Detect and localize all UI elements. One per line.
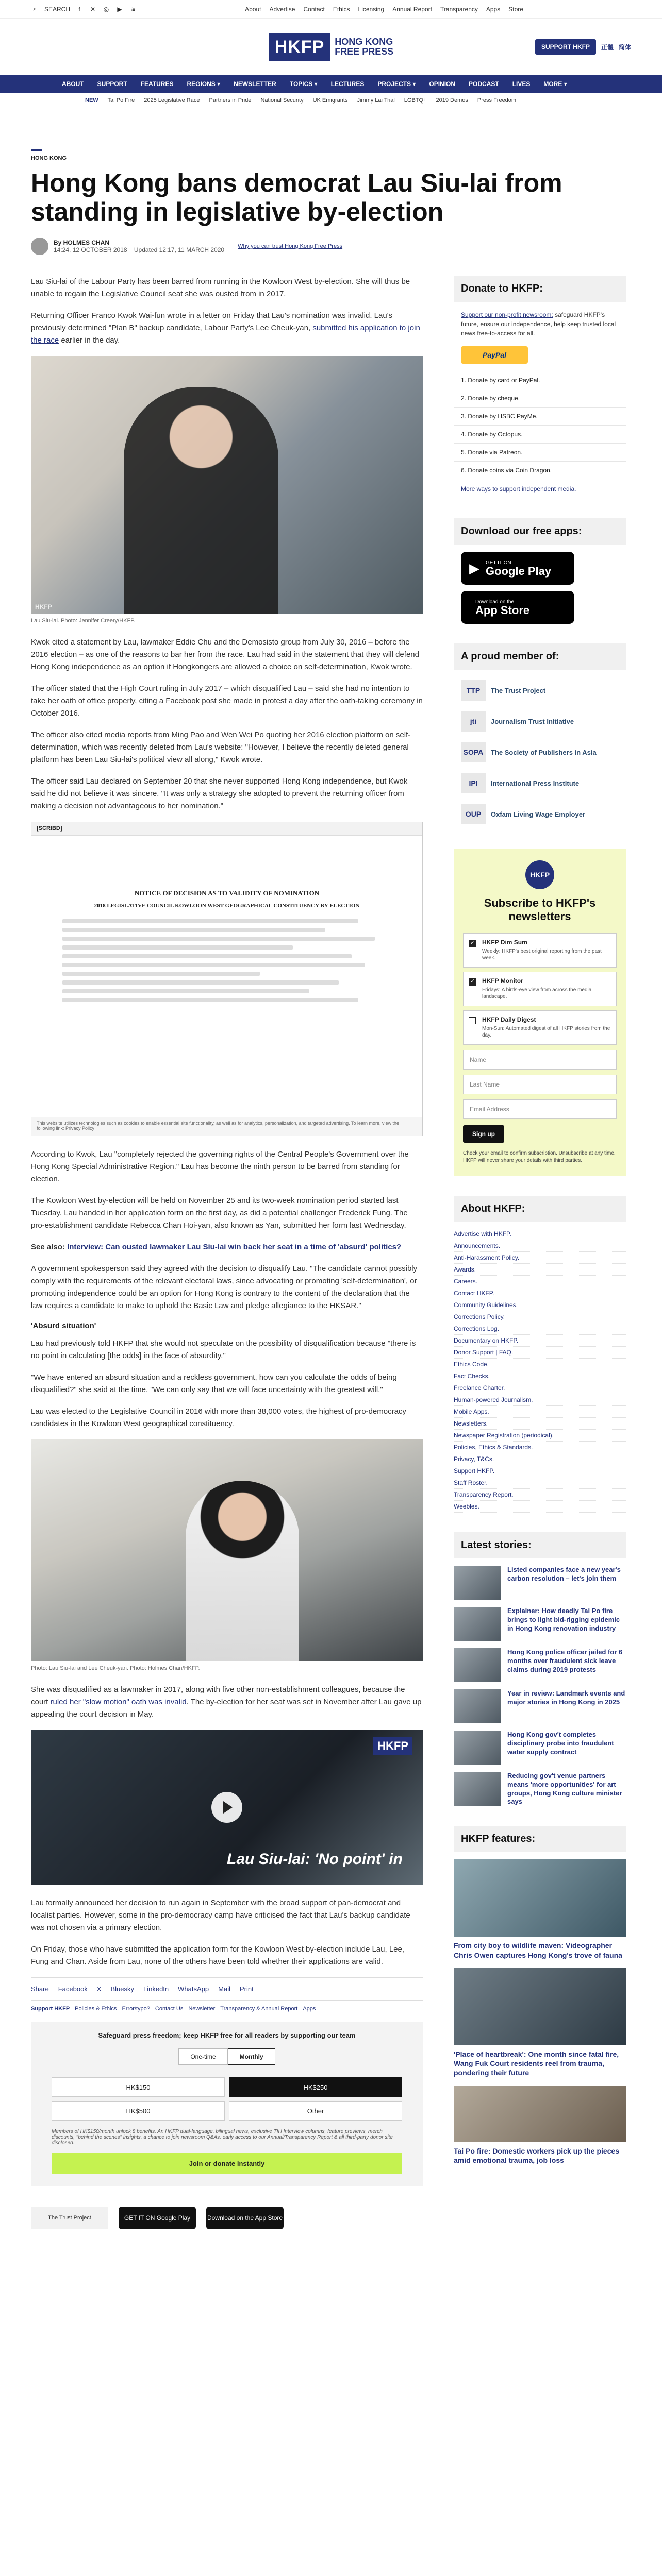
play-icon[interactable] [211,1792,242,1823]
share-print[interactable]: Print [239,1985,254,1993]
topbar-link-transparency[interactable]: Transparency [440,5,478,13]
features-title: HKFP features: [454,1826,626,1852]
youtube-icon[interactable]: ▶ [117,5,122,13]
facebook-icon[interactable]: f [78,5,80,13]
share-facebook[interactable]: Facebook [58,1985,88,1993]
member-name: The Trust Project [491,686,546,694]
member-org[interactable] [454,737,626,768]
app-store-t2: App Store [475,603,530,617]
latest-story[interactable] [454,1731,626,1765]
newsletter-title: Subscribe to HKFP's newsletters [484,896,596,923]
paragraph: Lau Siu-lai of the Labour Party has been barred from running in the Kowloon West by-election. She will thus be unable to regain the Legislative Council seat she was ousted from in 2017. [31,277,410,298]
google-play-badge[interactable]: GET IT ON Google Play [119,2207,196,2229]
share-bar [31,1977,423,2001]
x-icon[interactable]: ✕ [90,5,96,13]
story-thumbnail [454,1689,501,1723]
doc-text-lines [62,919,391,1002]
instagram-icon[interactable]: ◎ [103,5,109,13]
video-logo: HKFP [373,1737,412,1755]
apps-title: Download our free apps: [454,518,626,545]
about-title: About HKFP: [454,1196,626,1222]
support-note: Members of HK$150/month unlock 8 benefits. An HKFP dual-language, bilingual news, exclusive TIH Interview columns, feature previews, merch discounts, "behind the scenes" insights, a chance to join newsroom Q&As, early access to our Annual/Transparency Report & all third-party donor site disclosed. [52,2129,393,2146]
about-link[interactable]: Human-powered Journalism. [454,1394,626,1406]
trending-new-label: NEW [85,97,98,104]
latest-story[interactable] [454,1689,626,1723]
member-block [454,643,626,829]
logo-mark: HKFP [269,33,331,61]
inline-link[interactable]: ruled her "slow motion" oath was invalid [50,1698,187,1706]
feature-title[interactable]: From city boy to wildlife maven: Videographer Chris Owen captures Hong Kong's trove of fauna [454,1941,622,1959]
share-x[interactable]: X [96,1985,102,1993]
last-name-input[interactable]: Last Name [463,1075,617,1094]
trending-item[interactable]: 2019 Demos [436,97,468,104]
share-linkedin[interactable]: LinkedIn [143,1985,169,1993]
support-widget [31,2022,423,2186]
masthead [0,19,662,75]
search-icon[interactable]: ⌕ [33,5,37,12]
paragraph: The officer also cited media reports from Ming Pao and Wen Wei Po quoting her 2016 election platform on self-determination, which was recently deleted from Lau's website: "However, I believe the recently deleted general platform has been Lau Siu-lai's political view all along," Kwok wrote. [31,731,411,764]
article-footer-links [31,2006,423,2012]
paragraph: According to Kwok, Lau "completely rejected the governing rights of the Central People's Government over the Hong Kong Special Administrative Region." Lau has become the ninth person to be barred from standing for election. [31,1150,409,1183]
author-avatar [31,238,48,255]
article-body [31,276,423,2229]
doc-notice-title: NOTICE OF DECISION AS TO VALIDITY OF NOMINATION [134,889,320,897]
article-header [0,108,662,255]
support-heading: Safeguard press freedom; keep HKFP free for all readers by supporting our team [98,2031,356,2039]
about-link[interactable]: Freelance Charter. [454,1382,626,1394]
feature-image [454,1968,626,2045]
footer-link[interactable]: Newsletter [188,2006,216,2012]
member-logo: SOPA [461,742,486,762]
feature-story[interactable] [454,1859,626,1959]
feature-story[interactable] [454,2086,626,2165]
paragraph [31,310,423,347]
photo-subject [186,1481,299,1661]
newsletter-desc: Mon-Sun: Automated digest of all HKFP stories from the day. [482,1025,610,1039]
paragraph: Kwok cited a statement by Lau, lawmaker Eddie Chu and the Demosisto group from July 30, 2016 – before the 2016 election – as one of the reasons to bar her from the race. Lau had said in the statement that they will defend Hong Kong independence as an option if Hongkongers are allowed a choice on self-determination, Kwok wrote. [31,638,419,671]
about-link[interactable]: Mobile Apps. [454,1406,626,1418]
story-thumbnail [454,1772,501,1806]
about-link[interactable]: Careers. [454,1276,626,1287]
member-name: Journalism Trust Initiative [491,717,574,725]
feature-image [454,1859,626,1937]
lead-photo [31,356,423,614]
join-donate-button[interactable]: Join or donate instantly [52,2153,402,2174]
logo-line-1: HONG KONG [335,37,393,47]
topbar-link-apps[interactable]: Apps [486,5,501,13]
checkbox-checked[interactable] [469,940,476,947]
freq-one-time[interactable]: One-time [178,2048,227,2065]
nav-lives[interactable]: LIVES [512,80,531,88]
footer-link[interactable]: Support HKFP [31,2006,70,2012]
nav-regions[interactable]: REGIONS ▾ [187,80,221,88]
newsletter-option[interactable] [463,972,617,1006]
story-title[interactable]: Year in review: Landmark events and major stories in Hong Kong in 2025 [507,1689,625,1706]
donate-method[interactable]: 3. Donate by HSBC PayMe. [454,407,626,425]
about-link[interactable]: Advertise with HKFP. [454,1228,626,1240]
video-embed[interactable] [31,1730,423,1885]
donate-intro-text: safeguard HKFP's future, ensure our independence, help keep trusted local news free-to-access for all. [461,311,616,337]
topbar-link-store[interactable]: Store [508,5,523,13]
nav-projects[interactable]: PROJECTS ▾ [377,80,416,88]
footer-link[interactable]: Policies & Ethics [75,2006,117,2012]
nav-features[interactable]: FEATURES [140,80,174,88]
member-org[interactable] [454,768,626,799]
nav-opinion[interactable]: OPINION [429,80,456,88]
paragraph: A government spokesperson said they agreed with the decision to disqualify Lau. "The candidate cannot possibly comply with the requirements of the relevant electoral laws, since advocating or promoting 'self-determination', or promoting independence could be an option for Hong Kong is contrary to the content of the declaration that the law requires a candidate to make to uphold the Basic Law and pledge allegiance to the HKSAR." [31,1264,418,1310]
footer-link[interactable]: Contact Us [155,2006,184,2012]
member-name: International Press Institute [491,779,580,787]
share-mail[interactable]: Mail [218,1985,230,1993]
footer-link[interactable]: Transparency & Annual Report [220,2006,298,2012]
latest-story[interactable] [454,1566,626,1600]
donate-method[interactable]: 1. Donate by card or PayPal. [454,371,626,389]
second-photo [31,1439,423,1661]
trending-item[interactable]: LGBTQ+ [404,97,427,104]
trust-link[interactable]: Why you can trust Hong Kong Free Press [238,243,343,249]
amount-option[interactable]: HK$500 [52,2101,225,2121]
newsletter-name: HKFP Daily Digest [482,1015,536,1023]
amount-option-selected[interactable]: HK$250 [229,2077,402,2097]
about-link[interactable]: Awards. [454,1264,626,1276]
rss-icon[interactable]: ≋ [130,5,136,13]
about-link[interactable]: Donor Support | FAQ. [454,1347,626,1359]
freq-monthly[interactable]: Monthly [228,2048,275,2065]
donate-intro-link[interactable]: Support our non-profit newsroom: [461,311,553,318]
member-title: A proud member of: [454,643,626,670]
amount-other[interactable]: Other [229,2101,402,2121]
about-block [454,1196,626,1513]
about-link[interactable]: Corrections Policy. [454,1311,626,1323]
topbar-link-licensing[interactable]: Licensing [358,5,385,13]
topbar-link-ethics[interactable]: Ethics [333,5,350,13]
amount-options [52,2077,402,2121]
trending-item[interactable]: UK Emigrants [312,97,348,104]
trending-item[interactable]: National Security [260,97,304,104]
trending-item[interactable]: Jimmy Lai Trial [357,97,395,104]
paragraph-text: She was disqualified as a lawmaker in 2017, along with five other non-establishment colleagues, because the court [31,1685,405,1706]
nav-newsletter[interactable]: NEWSLETTER [234,80,276,88]
share-bluesky[interactable]: Bluesky [110,1985,134,1993]
donate-intro [454,302,626,343]
about-link[interactable]: Staff Roster. [454,1477,626,1489]
sidebar [454,276,626,2229]
story-title[interactable]: Hong Kong police officer jailed for 6 months over fraudulent sick leave claims during 2019 protests [507,1648,623,1673]
about-link[interactable]: Policies, Ethics & Standards. [454,1442,626,1453]
topbar-link-annual-report[interactable]: Annual Report [392,5,432,13]
member-logo: TTP [461,680,486,701]
google-play-icon: ▶ [469,560,479,576]
article-category[interactable]: HONG KONG [31,155,67,161]
about-link[interactable]: Weebles. [454,1501,626,1513]
google-play-button[interactable] [461,552,574,585]
newsletter-name: HKFP Monitor [482,977,523,985]
scribd-label: [SCRIBD] [31,822,422,836]
category-accent [31,149,42,151]
story-title[interactable]: Reducing gov't venue partners means 'more opportunities' for art groups, Hong Kong culture minister says [507,1771,622,1806]
member-logo: IPI [461,773,486,793]
embedded-document [62,843,391,1115]
member-name: Oxfam Living Wage Employer [491,810,586,818]
paragraph-text: earlier in the day. [59,336,120,345]
trending-item[interactable]: Partners in Pride [209,97,252,104]
about-link[interactable]: Fact Checks. [454,1370,626,1382]
share-label: Share [31,1985,49,1993]
latest-title: Latest stories: [454,1532,626,1558]
about-link[interactable]: Anti-Harassment Policy. [454,1252,626,1264]
google-play-t2: Google Play [486,564,552,578]
story-title[interactable]: Hong Kong gov't completes disciplinary probe into fraudulent water supply contract [507,1730,614,1756]
see-also-link[interactable]: Interview: Can ousted lawmaker Lau Siu-lai win back her seat in a time of 'absurd' politics? [67,1243,402,1251]
traditional-chinese-link[interactable]: 正體 [601,43,614,51]
app-store-badge[interactable]: Download on the App Store [206,2207,284,2229]
search-link[interactable]: SEARCH [44,5,71,13]
member-org[interactable] [454,675,626,706]
story-thumbnail [454,1607,501,1641]
inline-link[interactable]: submitted his application to join the race [31,324,420,345]
doc-subtitle: 2018 LEGISLATIVE COUNCIL KOWLOON WEST GEOGRAPHICAL CONSTITUENCY BY-ELECTION [94,903,360,909]
donate-method[interactable]: 6. Donate coins via Coin Dragon. [454,461,626,479]
newsletter-name: HKFP Dim Sum [482,938,527,946]
about-link[interactable]: Support HKFP. [454,1465,626,1477]
about-link[interactable]: Corrections Log. [454,1323,626,1335]
paragraph: On Friday, those who have submitted the application form for the Kowloon West by-election include Lau, Lee, Fung and Chan. Aside from Lau, none of the others have been told whether their applications are valid. [31,1945,405,1966]
latest-story[interactable] [454,1772,626,1807]
share-whatsapp[interactable]: WhatsApp [178,1985,209,1993]
section-subhead: 'Absurd situation' [31,1321,96,1330]
about-link[interactable]: Community Guidelines. [454,1299,626,1311]
more-ways-link[interactable]: More ways to support independent media. [461,485,576,493]
topbar-link-advertise[interactable]: Advertise [269,5,295,13]
newsletter-option[interactable] [463,1010,617,1045]
app-store-button[interactable] [461,591,574,624]
see-also-label: See also: [31,1243,65,1251]
video-title: Lau Siu-lai: 'No point' in [227,1851,403,1868]
newsletter-option[interactable] [463,933,617,968]
newsletter-logo: HKFP [525,860,554,889]
trending-item[interactable]: Tai Po Fire [107,97,135,104]
donate-method[interactable]: 4. Donate by Octopus. [454,425,626,443]
sign-up-button[interactable]: Sign up [463,1125,504,1143]
trending-bar [0,93,662,108]
see-also [31,1241,423,1253]
nav-more[interactable]: MORE ▾ [543,80,567,88]
topbar-link-contact[interactable]: Contact [303,5,325,13]
app-store-t1: Download on the [475,599,515,605]
checkbox-checked[interactable] [469,978,476,986]
paragraph: The officer stated that the High Court ruling in July 2017 – which disqualified Lau – said she had no intention to take her oath of office properly, citing a Facebook post she made in protest a day after the oath-taking ceremony in October 2016. [31,684,423,718]
donate-block [454,276,626,499]
about-link[interactable]: Documentary on HKFP. [454,1335,626,1347]
top-utility-bar [0,0,662,19]
email-input[interactable]: Email Address [463,1099,617,1119]
trending-item[interactable]: 2025 Legislative Race [144,97,200,104]
cookie-notice: This website utilizes technologies such as cookies to enable essential site functionality, as well as for analytics, personalization, and targeted advertising. To learn more, view the following link: Privacy Policy [31,1117,422,1136]
site-logo[interactable] [269,33,394,61]
scribd-embed[interactable] [31,822,423,1136]
paragraph-text: . The by-election for her seat was set in November after Lau gave up appealing the court decision in May. [31,1698,422,1719]
trending-item[interactable]: Press Freedom [477,97,517,104]
author-name[interactable]: By HOLMES CHAN [54,239,110,246]
about-link[interactable]: Newspaper Registration (periodical). [454,1430,626,1442]
main-nav [0,75,662,93]
logo-line-2: FREE PRESS [335,46,394,57]
member-name: The Society of Publishers in Asia [491,748,597,756]
paragraph: Lau had previously told HKFP that she would not speculate on the possibility of disqualification because "there is no point in calculating [the odds] in the face of absurdity." [31,1339,416,1360]
paragraph: "We have entered an absurd situation and a reckless government, how can you calculate the odds of being disqualified?" she said at the time. "We can only say that we will face uncertainty with the greatest will." [31,1373,397,1394]
apps-block [454,518,626,624]
latest-block [454,1532,626,1807]
donate-method[interactable]: 5. Donate via Patreon. [454,443,626,461]
newsletter-desc: Weekly: HKFP's best original reporting from the past week. [482,948,602,961]
amount-option[interactable]: HK$150 [52,2077,225,2097]
paragraph [31,1684,423,1721]
paragraph: The Kowloon West by-election will be held on November 25 and its two-week nomination period started last Tuesday. Lau handed in her application form on the first day, as did a potential challenger Frederick Fung. The pro-establishment candidate Rebecca Chan Hoi-yan, also known as Yan, submitted her form last Wednesday. [31,1196,408,1230]
name-input[interactable]: Name [463,1050,617,1070]
photo-caption: Photo: Lau Siu-lai and Lee Cheuk-yan. Photo: Holmes Chan/HKFP. [31,1665,200,1671]
feature-title[interactable]: Tai Po fire: Domestic workers pick up the pieces amid emotional trauma, job loss [454,2147,620,2165]
updated-date: Updated 12:17, 11 MARCH 2020 [134,246,225,253]
about-link[interactable]: Privacy, T&Cs. [454,1453,626,1465]
member-org[interactable] [454,706,626,737]
donate-methods [454,371,626,479]
paragraph: The officer said Lau declared on September 20 that she never supported Hong Kong independence, but Kwok said he did not believe it was sincere. "It was only a strategy she adopted to prevent the returning officer from making a decision not advantageous to her nomination." [31,777,408,810]
about-link[interactable]: Ethics Code. [454,1359,626,1370]
logo-text [335,37,393,57]
nav-about[interactable]: ABOUT [62,80,84,88]
feature-image [454,2086,626,2142]
checkbox-unchecked[interactable] [469,1017,476,1024]
frequency-toggle [52,2048,402,2065]
about-link[interactable]: Newsletters. [454,1418,626,1430]
about-list [454,1228,626,1513]
donate-method[interactable]: 2. Donate by cheque. [454,389,626,407]
about-link[interactable]: Transparency Report. [454,1489,626,1501]
member-logo: jti [461,711,486,732]
member-logo: OUP [461,804,486,824]
story-thumbnail [454,1731,501,1765]
donate-title: Donate to HKFP: [454,276,626,302]
story-thumbnail [454,1648,501,1682]
nav-podcast[interactable]: PODCAST [469,80,499,88]
photo-watermark: HKFP [35,603,52,611]
publish-date: 14:24, 12 OCTOBER 2018 [54,246,127,253]
story-title[interactable]: Listed companies face a new year's carbon resolution – let's join them [507,1565,621,1582]
byline [31,238,631,255]
support-hkfp-button[interactable]: SUPPORT HKFP [535,39,596,55]
nav-topics[interactable]: TOPICS ▾ [289,80,318,88]
footer-link[interactable]: Error/typo? [122,2006,150,2012]
simplified-chinese-link[interactable]: 简体 [618,43,631,51]
latest-story[interactable] [454,1648,626,1682]
footer-link[interactable]: Apps [303,2006,316,2012]
paragraph-text: Returning Officer Franco Kwok Wai-fun wrote in a letter on Friday that Lau's nomination was invalid. Lau's previously determined "Plan B" backup candidate, Labour Party's Lee Cheuk-yan, [31,311,393,332]
about-link[interactable]: Contact HKFP. [454,1287,626,1299]
paypal-button[interactable]: PayPal [461,346,528,364]
article-title: Hong Kong bans democrat Lau Siu-lai from standing in legislative by-election [31,168,562,226]
google-play-t1: GET IT ON [486,560,511,566]
newsletter-desc: Fridays: A birds-eye view from across the media landscape. [482,987,592,1000]
latest-story[interactable] [454,1607,626,1641]
photo-caption: Lau Siu-lai. Photo: Jennifer Creery/HKFP. [31,618,136,624]
topbar-link-about[interactable]: About [245,5,261,13]
nav-lectures[interactable]: LECTURES [330,80,365,88]
features-block [454,1826,626,2165]
photo-subject [124,387,278,614]
about-link[interactable]: Announcements. [454,1240,626,1252]
paragraph: Lau was elected to the Legislative Council in 2016 with more than 38,000 votes, the highest of pro-democracy candidates in the Kowloon West geographical constituency. [31,1407,406,1428]
paragraph: Lau formally announced her decision to run again in September with the broad support of pan-democrat and localist parties. However, some in the pro-democracy camp have criticised the fact that Lau's backup candidate was not chosen via a primary election. [31,1899,410,1932]
feature-title[interactable]: 'Place of heartbreak': One month since fatal fire, Wang Fuk Court residents reel from trauma, pondering their future [454,2049,619,2077]
feature-story[interactable] [454,1968,626,2078]
story-title[interactable]: Explainer: How deadly Tai Po fire brings to light bid-rigging epidemic in Hong Kong renovation industry [507,1606,620,1632]
bottom-badges [31,2207,423,2229]
newsletter-signup [454,849,626,1176]
story-thumbnail [454,1566,501,1600]
member-org[interactable] [454,799,626,829]
trust-project-badge[interactable]: The Trust Project [31,2207,108,2229]
newsletter-note: Check your email to confirm subscription. Unsubscribe at any time. HKFP will never share your details with third parties. [463,1150,616,1164]
nav-support[interactable]: SUPPORT [97,80,127,88]
